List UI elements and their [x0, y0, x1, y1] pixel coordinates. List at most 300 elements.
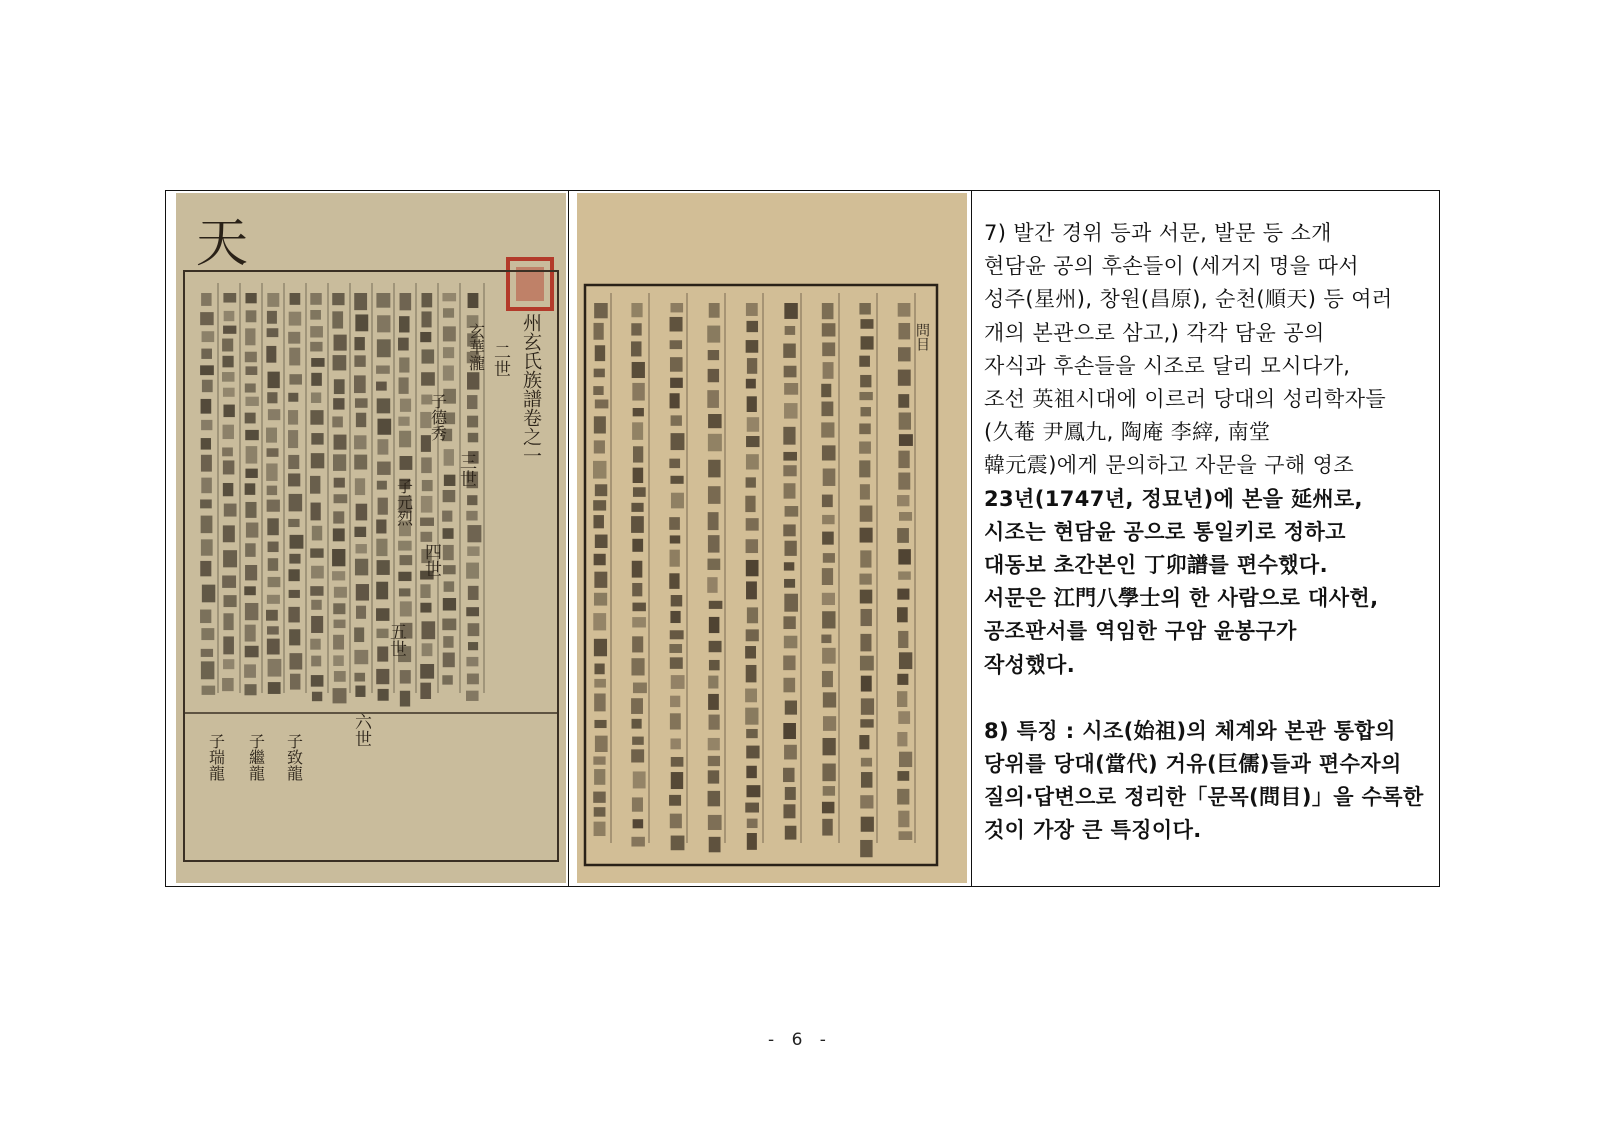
glyph-mark [289, 629, 300, 645]
glyph-mark [632, 603, 645, 612]
description-line: 7) 발간 경위 등과 서문, 발문 등 소개 [984, 221, 1332, 245]
glyph-mark [245, 483, 256, 495]
glyph-mark [671, 493, 684, 509]
glyph-mark [376, 382, 387, 391]
glyph-mark [593, 500, 606, 510]
glyph-mark [707, 559, 720, 570]
glyph-mark [631, 698, 643, 714]
glyph-mark [594, 303, 608, 318]
glyph-mark [594, 679, 606, 688]
glyph-mark [245, 430, 259, 440]
glyph-mark [222, 575, 236, 587]
glyph-mark [467, 372, 479, 389]
glyph-mark [443, 565, 456, 574]
glyph-mark [223, 326, 236, 334]
glyph-mark [268, 682, 281, 694]
glyph-mark [400, 293, 412, 310]
glyph-mark [821, 635, 831, 644]
glyph-mark [899, 652, 912, 669]
glyph-mark [268, 577, 281, 587]
glyph-mark [861, 609, 872, 626]
glyph-mark [354, 337, 364, 350]
glyph-mark [443, 490, 456, 502]
heaven-character: 天 [196, 214, 249, 274]
glyph-mark [421, 621, 435, 639]
glyph-mark [290, 535, 304, 549]
glyph-mark [222, 372, 234, 382]
glyph-mark [823, 716, 836, 731]
glyph-mark [861, 758, 872, 767]
glyph-mark [268, 372, 280, 388]
glyph-mark [669, 517, 680, 530]
glyph-mark [632, 539, 643, 552]
glyph-mark [420, 603, 431, 613]
glyph-mark [244, 684, 256, 695]
glyph-mark [594, 554, 606, 565]
glyph-mark [709, 715, 720, 730]
description-text [984, 217, 1429, 848]
glyph-mark [354, 293, 367, 310]
description-line: 당위를 당대(當代) 거유(巨儒)들과 편수자의 [984, 752, 1402, 777]
glyph-mark [245, 565, 257, 580]
glyph-mark [223, 405, 234, 418]
glyph-mark [593, 386, 603, 395]
glyph-mark [594, 369, 605, 378]
glyph-mark [354, 455, 367, 470]
glyph-mark [823, 553, 835, 563]
glyph-mark [333, 688, 347, 703]
glyph-mark [398, 541, 412, 551]
glyph-mark [746, 665, 757, 682]
glyph-mark [356, 544, 367, 553]
glyph-mark [443, 528, 454, 539]
glyph-mark [443, 308, 454, 317]
glyph-mark [670, 630, 684, 639]
glyph-mark [860, 840, 872, 857]
glyph-mark [708, 460, 720, 478]
glyph-mark [632, 583, 642, 596]
glyph-mark [245, 366, 257, 375]
glyph-mark [822, 764, 835, 782]
glyph-mark [245, 413, 256, 424]
glyph-mark [670, 535, 680, 543]
description-line: (久菴 尹鳳九, 陶庵 李縡, 南堂 [984, 420, 1271, 445]
glyph-mark [333, 398, 344, 409]
glyph-mark [442, 293, 456, 301]
glyph-mark [200, 312, 214, 325]
glyph-mark [747, 819, 758, 828]
glyph-mark [222, 678, 234, 691]
glyph-mark [245, 502, 256, 518]
content-table [165, 190, 1440, 887]
glyph-mark [594, 720, 606, 728]
glyph-mark [708, 770, 719, 783]
glyph-mark [289, 348, 300, 366]
glyph-mark [268, 558, 278, 571]
glyph-mark [746, 785, 760, 797]
glyph-mark [631, 323, 641, 335]
glyph-mark [707, 326, 720, 343]
glyph-mark [631, 837, 644, 847]
glyph-mark [897, 528, 909, 543]
glyph-mark [223, 550, 237, 567]
glyph-mark [266, 346, 276, 363]
glyph-mark [860, 375, 871, 387]
glyph-mark [861, 772, 872, 788]
glyph-mark [356, 606, 366, 619]
glyph-mark [899, 434, 913, 446]
glyph-mark [467, 416, 478, 428]
glyph-mark [897, 674, 908, 685]
glyph-mark [708, 434, 722, 451]
glyph-mark [311, 616, 323, 633]
name-label: 子元烈 [394, 478, 414, 526]
glyph-mark [746, 539, 758, 553]
page-number: - 6 - [768, 1030, 832, 1050]
glyph-mark [785, 326, 796, 335]
glyph-mark [633, 683, 647, 694]
glyph-mark [354, 627, 364, 642]
glyph-mark [444, 449, 454, 466]
glyph-mark [201, 539, 213, 555]
glyph-mark [594, 416, 606, 433]
glyph-mark [822, 671, 833, 687]
glyph-mark [202, 585, 215, 603]
glyph-mark [223, 388, 235, 397]
glyph-mark [633, 819, 644, 828]
glyph-mark [400, 670, 411, 683]
glyph-mark [223, 460, 235, 474]
glyph-mark [785, 701, 797, 715]
glyph-mark [861, 407, 871, 416]
glyph-mark [594, 572, 607, 588]
glyph-mark [354, 435, 366, 449]
glyph-mark [354, 375, 366, 393]
glyph-mark [670, 611, 680, 623]
genealogy-page-right-photo [577, 193, 967, 883]
glyph-mark [746, 629, 759, 641]
glyph-mark [594, 664, 604, 675]
glyph-mark [708, 738, 720, 750]
glyph-mark [632, 422, 643, 440]
glyph-mark [245, 383, 256, 392]
glyph-mark [420, 532, 432, 542]
glyph-mark [822, 445, 836, 460]
glyph-mark [266, 463, 277, 480]
glyph-mark [859, 574, 871, 585]
genealogy-right-page [577, 193, 967, 883]
description-line: 작성했다. [984, 652, 1076, 677]
glyph-mark [709, 660, 720, 670]
glyph-mark [859, 356, 870, 367]
glyph-mark [246, 310, 257, 322]
glyph-mark [709, 617, 720, 633]
glyph-mark [222, 339, 233, 352]
glyph-mark [671, 772, 683, 789]
glyph-mark [783, 768, 794, 782]
glyph-mark [669, 644, 682, 653]
glyph-mark [467, 674, 479, 685]
glyph-mark [377, 398, 391, 413]
glyph-mark [290, 293, 301, 305]
generation-label: 五世 [386, 623, 406, 657]
glyph-mark [709, 601, 723, 609]
glyph-mark [354, 527, 366, 537]
glyph-mark [310, 293, 321, 305]
glyph-mark [267, 626, 279, 634]
glyph-mark [468, 293, 479, 308]
glyph-mark [377, 462, 391, 475]
glyph-mark [201, 455, 212, 472]
glyph-mark [223, 613, 233, 630]
glyph-mark [399, 588, 410, 596]
glyph-mark [631, 303, 642, 317]
glyph-mark [420, 584, 430, 598]
glyph-mark [224, 595, 237, 607]
glyph-mark [376, 365, 390, 373]
glyph-mark [822, 495, 833, 508]
glyph-mark [632, 617, 646, 627]
glyph-mark [201, 516, 213, 534]
glyph-mark [244, 664, 256, 677]
glyph-mark [708, 676, 718, 689]
glyph-mark [311, 566, 324, 579]
glyph-mark [860, 319, 873, 329]
glyph-mark [421, 457, 432, 473]
glyph-mark [224, 504, 237, 517]
glyph-mark [468, 433, 478, 442]
glyph-mark [633, 408, 644, 416]
glyph-mark [246, 446, 258, 463]
glyph-mark [671, 836, 685, 851]
glyph-mark [746, 454, 759, 469]
glyph-mark [400, 601, 412, 616]
glyph-mark [899, 512, 912, 521]
glyph-mark [708, 369, 719, 382]
glyph-mark [333, 511, 344, 523]
glyph-mark [709, 837, 721, 852]
generation-label: 三世 [456, 453, 476, 487]
name-label: 子德秀 [428, 393, 448, 441]
glyph-mark [632, 797, 643, 811]
description-line: 서문은 江門八學士의 한 사람으로 대사헌, [984, 586, 1379, 611]
name-label: 玄華瀧 [466, 323, 486, 371]
glyph-mark [267, 595, 280, 604]
glyph-mark [898, 811, 909, 828]
glyph-mark [268, 409, 280, 420]
glyph-mark [898, 711, 910, 724]
glyph-mark [594, 593, 607, 606]
glyph-mark [784, 366, 797, 378]
glyph-mark [334, 478, 345, 488]
glyph-mark [632, 737, 644, 745]
glyph-mark [200, 365, 214, 375]
left-image-cell [166, 191, 569, 886]
glyph-mark [267, 293, 279, 307]
glyph-mark [707, 390, 719, 408]
glyph-mark [709, 303, 720, 318]
glyph-mark [443, 365, 454, 380]
glyph-mark [202, 331, 215, 342]
glyph-mark [783, 804, 795, 818]
description-line: 개의 본관으로 삼고,) 각각 담윤 공의 [984, 320, 1325, 345]
glyph-mark [670, 393, 680, 408]
glyph-mark [266, 428, 277, 443]
glyph-mark [223, 483, 233, 496]
glyph-mark [746, 560, 759, 576]
glyph-mark [399, 357, 409, 372]
glyph-mark [334, 494, 348, 503]
glyph-mark [747, 358, 757, 374]
glyph-mark [633, 468, 644, 483]
glyph-mark [201, 349, 212, 359]
glyph-mark [822, 819, 832, 836]
glyph-mark [822, 648, 836, 664]
glyph-mark [420, 664, 434, 679]
glyph-mark [669, 795, 681, 806]
glyph-mark [268, 542, 279, 553]
glyph-mark [333, 355, 347, 370]
glyph-mark [443, 545, 454, 560]
glyph-mark [422, 643, 433, 656]
glyph-mark [785, 541, 797, 556]
glyph-mark [594, 440, 605, 453]
glyph-mark [594, 807, 606, 816]
glyph-mark [468, 586, 479, 600]
glyph-mark [861, 676, 872, 692]
glyph-mark [860, 528, 873, 543]
description-line: 성주(星州), 창원(昌原), 순천(順天) 등 여러 [984, 287, 1393, 312]
glyph-mark [310, 342, 322, 352]
glyph-mark [821, 422, 834, 437]
glyph-mark [898, 473, 910, 490]
glyph-mark [785, 826, 797, 840]
glyph-mark [670, 303, 683, 312]
description-line: 대동보 초간본인 丁卯譜를 편수했다. [984, 553, 1328, 578]
glyph-mark [332, 311, 343, 328]
glyph-mark [593, 756, 605, 764]
glyph-mark [443, 598, 456, 610]
glyph-mark [288, 455, 299, 469]
glyph-mark [310, 548, 323, 557]
glyph-mark [898, 549, 911, 564]
glyph-mark [245, 469, 257, 478]
glyph-mark [632, 383, 644, 401]
glyph-mark [708, 756, 720, 766]
glyph-mark [670, 696, 680, 707]
glyph-mark [745, 496, 755, 512]
glyph-mark [632, 636, 643, 652]
glyph-mark [311, 358, 324, 367]
glyph-mark [201, 628, 214, 640]
right-image-cell [569, 191, 972, 886]
glyph-mark [355, 478, 365, 495]
glyph-mark [377, 481, 387, 490]
glyph-mark [671, 433, 685, 450]
glyph-mark [783, 465, 796, 476]
glyph-mark [593, 613, 606, 630]
glyph-mark [376, 519, 386, 533]
glyph-mark [784, 483, 796, 498]
glyph-mark [859, 303, 870, 315]
glyph-mark [377, 419, 391, 435]
glyph-mark [334, 620, 346, 628]
glyph-mark [595, 535, 608, 548]
glyph-mark [594, 323, 604, 340]
glyph-mark [898, 571, 911, 579]
generation-label: 二世 [490, 343, 510, 377]
glyph-mark [671, 415, 682, 425]
glyph-mark [201, 438, 211, 450]
glyph-mark [860, 550, 871, 567]
glyph-mark [783, 723, 796, 739]
glyph-mark [444, 475, 456, 486]
glyph-mark [311, 656, 321, 667]
glyph-mark [468, 642, 478, 650]
glyph-mark [898, 323, 910, 339]
glyph-mark [289, 494, 303, 511]
glyph-mark [593, 792, 605, 803]
glyph-mark [822, 323, 836, 336]
glyph-mark [784, 579, 795, 588]
glyph-mark [746, 303, 758, 316]
glyph-mark [897, 495, 909, 506]
glyph-mark [671, 595, 683, 606]
glyph-mark [861, 698, 874, 714]
glyph-mark [747, 396, 757, 412]
glyph-mark [268, 659, 282, 677]
glyph-mark [223, 659, 234, 669]
glyph-mark [669, 573, 679, 589]
glyph-mark [783, 452, 797, 461]
glyph-mark [354, 650, 368, 664]
glyph-mark [633, 446, 643, 462]
glyph-mark [311, 392, 321, 402]
glyph-mark [897, 607, 908, 622]
glyph-mark [420, 683, 431, 699]
glyph-mark [860, 484, 870, 499]
glyph-mark [632, 362, 645, 378]
glyph-mark [822, 515, 835, 524]
glyph-mark [354, 673, 365, 682]
glyph-mark [223, 525, 235, 542]
glyph-mark [783, 427, 795, 445]
glyph-mark [355, 559, 368, 576]
right-heading: 問目 [914, 323, 930, 351]
glyph-mark [745, 803, 759, 813]
glyph-mark [245, 328, 255, 345]
description-line: 시조는 현담윤 공으로 통일키로 정하고 [984, 519, 1346, 544]
glyph-mark [422, 480, 433, 491]
glyph-mark [859, 735, 869, 749]
glyph-mark [421, 372, 435, 385]
glyph-mark [444, 581, 455, 591]
glyph-mark [670, 378, 683, 388]
glyph-mark [245, 625, 256, 642]
glyph-mark [897, 771, 909, 781]
glyph-mark [784, 303, 797, 319]
glyph-mark [708, 350, 719, 360]
glyph-mark [595, 345, 605, 361]
glyph-mark [708, 815, 722, 830]
glyph-mark [200, 610, 211, 624]
glyph-mark [860, 719, 873, 727]
glyph-mark [783, 344, 796, 358]
glyph-mark [200, 499, 212, 508]
glyph-mark [466, 563, 479, 579]
generation-label: 四世 [421, 543, 441, 577]
glyph-mark [267, 486, 277, 495]
